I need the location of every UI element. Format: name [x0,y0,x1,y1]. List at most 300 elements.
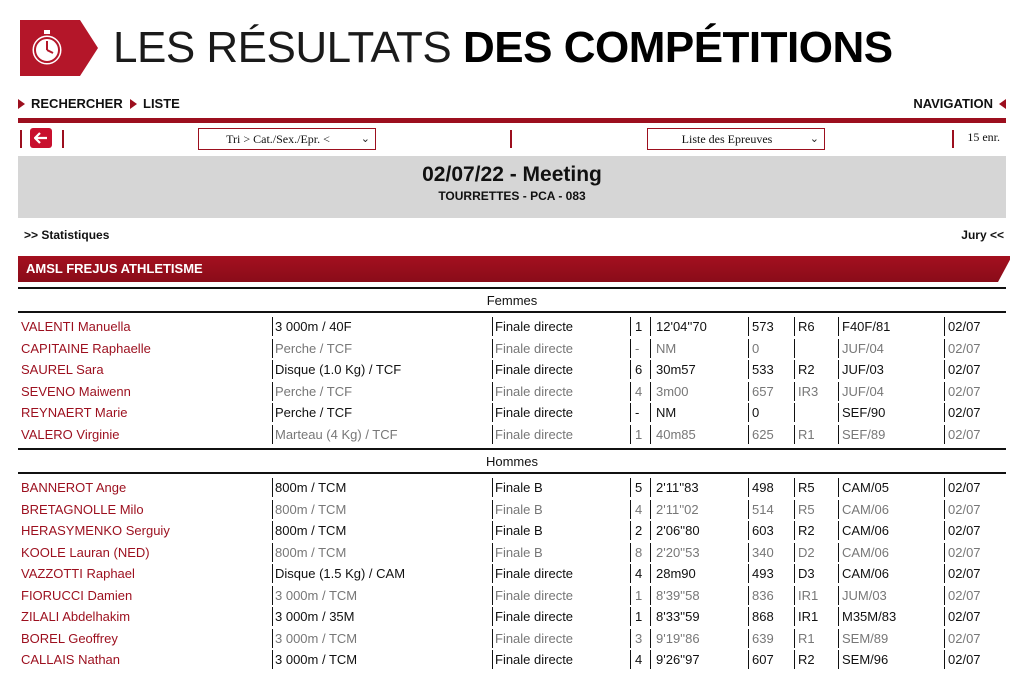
cell-level: IR1 [798,609,819,624]
page-title-bold: DES COMPÉTITIONS [463,23,893,72]
cell-cat: CAM/06 [842,544,889,560]
cell-cat: SEM/96 [842,652,889,667]
column-divider [944,564,945,583]
column-divider [650,521,651,540]
column-divider [944,650,945,669]
column-divider [794,500,795,519]
column-divider [630,500,631,519]
column-divider [492,500,493,519]
links-row [24,228,1004,244]
table-row[interactable] [18,424,1006,445]
cell-perf: 9'26''97 [656,652,700,667]
cell-event: 3 000m / TCM [275,587,358,603]
jury-link[interactable]: Jury << [961,228,1004,242]
cell-cat: SEM/89 [842,630,889,646]
triangle-right-icon [130,99,137,109]
cell-perf: 3m00 [656,383,689,399]
table-row[interactable] [18,359,1006,380]
cell-event: 800m / TCM [275,480,347,495]
cell-pts: 607 [752,652,774,667]
column-divider [650,543,651,562]
chevron-down-icon: ⌄ [360,132,370,145]
meeting-location: TOURRETTES - PCA - 083 [438,189,586,203]
table-row[interactable] [18,520,1006,541]
cell-round: Finale B [495,544,543,560]
search-link-label: RECHERCHER [31,96,123,111]
column-divider [650,564,651,583]
cell-name[interactable]: ZILALI Abdelhakim [21,609,131,624]
cell-name[interactable]: BOREL Geoffrey [21,630,118,646]
cell-pts: 868 [752,609,774,624]
column-divider [748,564,749,583]
cell-event: 800m / TCM [275,544,347,560]
column-divider [794,425,795,444]
column-divider [492,382,493,401]
column-divider [492,403,493,422]
cell-event: Disque (1.0 Kg) / TCF [275,362,402,377]
column-divider [650,382,651,401]
list-link[interactable] [130,96,180,111]
cell-date: 02/07 [948,340,981,356]
column-divider [944,382,945,401]
cell-date: 02/07 [948,319,981,334]
cell-name[interactable]: BANNEROT Ange [21,480,127,495]
column-divider [838,360,839,379]
column-divider [492,650,493,669]
cell-round: Finale directe [495,566,574,581]
column-divider [748,607,749,626]
column-divider [838,478,839,497]
cell-perf: 8'33''59 [656,609,700,624]
column-divider [748,360,749,379]
column-divider [794,650,795,669]
column-divider [838,317,839,336]
column-divider [492,629,493,648]
column-divider [748,543,749,562]
column-divider [944,360,945,379]
column-divider [794,478,795,497]
cell-event: 800m / TCM [275,523,347,538]
cell-round: Finale B [495,523,543,538]
cell-perf: 30m57 [656,362,696,377]
cell-pts: 0 [752,340,760,356]
cell-level: R2 [798,652,815,667]
column-divider [650,317,651,336]
toolbar [18,126,1006,152]
cell-pts: 493 [752,566,774,581]
column-divider [492,360,493,379]
table-row[interactable] [18,402,1006,423]
cell-cat: JUF/04 [842,383,884,399]
table-row[interactable] [18,585,1006,606]
cell-place: 2 [635,523,643,538]
cell-pts: 533 [752,362,774,377]
cell-date: 02/07 [948,523,981,538]
cell-name[interactable]: VAZZOTTI Raphael [21,566,135,581]
column-divider [794,607,795,626]
column-divider [838,500,839,519]
cell-date: 02/07 [948,480,981,495]
cell-event: Marteau (4 Kg) / TCF [275,426,398,442]
page-title-light: LES RÉSULTATS [113,23,452,72]
cell-date: 02/07 [948,609,981,624]
column-divider [492,564,493,583]
column-divider [630,607,631,626]
cell-cat: F40F/81 [842,319,891,334]
column-divider [748,521,749,540]
cell-name[interactable]: REYNAERT Marie [21,405,128,420]
column-divider [650,607,651,626]
cell-cat: JUF/04 [842,340,884,356]
column-divider [272,403,273,422]
divider [62,130,64,148]
cell-date: 02/07 [948,362,981,377]
table-row[interactable] [18,316,1006,337]
cell-perf: NM [656,340,677,356]
table-row[interactable] [18,628,1006,649]
cell-event: 3 000m / 40F [275,319,352,334]
column-divider [272,629,273,648]
cell-cat: CAM/06 [842,523,889,538]
column-divider [748,339,749,358]
table-row[interactable] [18,477,1006,498]
triangle-right-icon [18,99,25,109]
cell-name[interactable]: KOOLE Lauran (NED) [21,544,150,560]
cell-date: 02/07 [948,630,981,646]
cell-event: Disque (1.5 Kg) / CAM [275,566,406,581]
column-divider [650,586,651,605]
column-divider [630,629,631,648]
cell-round: Finale directe [495,405,574,420]
cell-event: Perche / TCF [275,405,353,420]
group-header: Femmes [18,287,1006,313]
column-divider [838,629,839,648]
cell-date: 02/07 [948,383,981,399]
cell-name[interactable]: SAUREL Sara [21,362,104,377]
column-divider [838,382,839,401]
column-divider [838,650,839,669]
meeting-banner [18,156,1006,218]
cell-pts: 603 [752,523,774,538]
cell-place: 4 [635,652,643,667]
cell-place: 1 [635,426,643,442]
cell-name[interactable]: CALLAIS Nathan [21,652,121,667]
column-divider [794,564,795,583]
cell-name[interactable]: HERASYMENKO Serguiy [21,523,170,538]
column-divider [492,478,493,497]
cell-round: Finale B [495,480,543,495]
column-divider [272,478,273,497]
column-divider [838,339,839,358]
column-divider [748,425,749,444]
column-divider [272,521,273,540]
cell-perf: 2'11''83 [656,480,699,495]
column-divider [630,543,631,562]
column-divider [650,650,651,669]
column-divider [794,629,795,648]
cell-place: 4 [635,501,643,517]
cell-pts: 0 [752,405,760,420]
column-divider [492,339,493,358]
cell-level: R1 [798,426,815,442]
cell-round: Finale directe [495,383,574,399]
column-divider [492,521,493,540]
cell-name[interactable]: SEVENO Maiwenn [21,383,131,399]
column-divider [838,521,839,540]
column-divider [748,403,749,422]
cell-round: Finale directe [495,340,574,356]
cell-perf: 2'11''02 [656,501,699,517]
column-divider [748,650,749,669]
cell-round: Finale directe [495,319,574,334]
cell-place: 8 [635,544,643,560]
navigation-link[interactable] [913,96,1006,111]
table-row[interactable] [18,649,1006,670]
record-count: 15 enr. [967,130,1000,144]
table-row[interactable] [18,338,1006,359]
column-divider [944,586,945,605]
column-divider [794,360,795,379]
cell-name[interactable]: VALENTI Manuella [21,319,131,334]
column-divider [944,317,945,336]
column-divider [794,586,795,605]
page-header [0,0,1024,92]
sort-select-value: Tri > Cat./Sex./Epr. < [226,131,330,146]
column-divider [794,543,795,562]
cell-level: R6 [798,319,815,334]
cell-level: D2 [798,544,815,560]
cell-event: Perche / TCF [275,340,353,356]
cell-place: 1 [635,319,643,334]
column-divider [748,478,749,497]
table-row[interactable] [18,381,1006,402]
cell-pts: 498 [752,480,774,495]
cell-level: IR3 [798,383,819,399]
column-divider [838,425,839,444]
column-divider [272,425,273,444]
column-divider [944,629,945,648]
column-divider [748,500,749,519]
cell-date: 02/07 [948,587,981,603]
column-divider [944,425,945,444]
column-divider [492,425,493,444]
cell-event: 3 000m / 35M [275,609,355,624]
column-divider [838,586,839,605]
arrow-left-icon [34,132,48,144]
cell-level: R1 [798,630,815,646]
cell-name[interactable]: VALERO Virginie [21,426,120,442]
column-divider [650,360,651,379]
table-row[interactable] [18,606,1006,627]
cell-level: R5 [798,480,815,495]
divider [510,130,512,148]
cell-place: 1 [635,587,643,603]
cell-perf: 9'19''86 [656,630,700,646]
column-divider [630,586,631,605]
statistics-link[interactable]: >> Statistiques [24,228,110,242]
sort-select[interactable] [198,128,376,150]
navigation-link-label: NAVIGATION [913,96,993,111]
table-row[interactable] [18,542,1006,563]
top-nav [18,96,1006,114]
column-divider [794,317,795,336]
cell-pts: 573 [752,319,774,334]
cell-event: 3 000m / TCM [275,652,358,667]
meeting-title: 02/07/22 - Meeting [422,163,602,186]
column-divider [272,564,273,583]
events-select-value: Liste des Epreuves [681,131,773,146]
column-divider [630,339,631,358]
cell-level: R2 [798,362,815,377]
cell-round: Finale directe [495,362,574,377]
column-divider [838,543,839,562]
column-divider [944,543,945,562]
cell-name[interactable]: CAPITAINE Raphaelle [21,340,151,356]
table-row[interactable] [18,563,1006,584]
cell-pts: 340 [752,544,774,560]
column-divider [492,607,493,626]
chevron-down-icon: ⌄ [809,132,819,145]
back-button[interactable] [30,128,52,148]
cell-perf: NM [656,405,677,420]
page-title [113,22,893,74]
divider [18,118,1006,123]
column-divider [944,403,945,422]
cell-name[interactable]: FIORUCCI Damien [21,587,133,603]
cell-cat: SEF/89 [842,426,886,442]
column-divider [272,650,273,669]
cell-level: IR1 [798,587,819,603]
cell-date: 02/07 [948,501,981,517]
cell-round: Finale directe [495,426,574,442]
cell-cat: SEF/90 [842,405,886,420]
column-divider [272,317,273,336]
cell-level: D3 [798,566,815,581]
cell-round: Finale directe [495,652,574,667]
column-divider [272,339,273,358]
column-divider [748,629,749,648]
column-divider [838,564,839,583]
cell-cat: JUM/03 [842,587,887,603]
stopwatch-icon [20,20,98,76]
cell-place: 6 [635,362,643,377]
column-divider [838,403,839,422]
column-divider [630,478,631,497]
column-divider [650,629,651,648]
column-divider [630,317,631,336]
cell-cat: CAM/06 [842,566,889,581]
column-divider [650,478,651,497]
column-divider [492,317,493,336]
column-divider [794,403,795,422]
cell-cat: CAM/06 [842,501,889,517]
column-divider [650,339,651,358]
column-divider [272,586,273,605]
table-row[interactable] [18,499,1006,520]
cell-round: Finale directe [495,587,574,603]
cell-pts: 639 [752,630,774,646]
cell-cat: JUF/03 [842,362,884,377]
cell-perf: 2'20''53 [656,544,700,560]
cell-perf: 2'06''80 [656,523,700,538]
column-divider [272,382,273,401]
column-divider [794,521,795,540]
column-divider [748,382,749,401]
cell-event: 800m / TCM [275,501,347,517]
cell-place: 3 [635,630,643,646]
column-divider [630,564,631,583]
cell-perf: 12'04''70 [656,319,707,334]
cell-place: 4 [635,566,643,581]
cell-name[interactable]: BRETAGNOLLE Milo [21,501,144,517]
events-select[interactable] [647,128,825,150]
column-divider [794,382,795,401]
column-divider [944,500,945,519]
column-divider [748,586,749,605]
cell-event: 3 000m / TCM [275,630,358,646]
cell-level: R5 [798,501,815,517]
column-divider [272,607,273,626]
column-divider [748,317,749,336]
cell-cat: M35M/83 [842,609,897,624]
cell-pts: 514 [752,501,774,517]
column-divider [492,586,493,605]
cell-perf: 40m85 [656,426,696,442]
column-divider [272,500,273,519]
cell-date: 02/07 [948,405,981,420]
list-link-label: LISTE [143,96,180,111]
cell-round: Finale directe [495,630,574,646]
cell-place: 4 [635,383,643,399]
column-divider [630,382,631,401]
column-divider [630,403,631,422]
column-divider [838,607,839,626]
cell-date: 02/07 [948,544,981,560]
cell-place: - [635,405,640,420]
column-divider [650,403,651,422]
column-divider [650,425,651,444]
column-divider [272,543,273,562]
cell-pts: 625 [752,426,774,442]
divider [952,130,954,148]
cell-event: Perche / TCF [275,383,353,399]
column-divider [944,478,945,497]
column-divider [650,500,651,519]
cell-place: 1 [635,609,643,624]
club-header: AMSL FREJUS ATHLETISME [18,256,1010,282]
cell-place: 5 [635,480,643,495]
group-header: Hommes [18,448,1006,474]
cell-cat: CAM/05 [842,480,889,495]
divider [20,130,22,148]
cell-pts: 836 [752,587,774,603]
cell-perf: 8'39''58 [656,587,700,603]
cell-pts: 657 [752,383,774,399]
search-link[interactable] [18,96,123,111]
cell-level: R2 [798,523,815,538]
cell-perf: 28m90 [656,566,696,581]
cell-date: 02/07 [948,426,981,442]
triangle-left-icon [999,99,1006,109]
column-divider [944,521,945,540]
cell-round: Finale directe [495,609,574,624]
cell-date: 02/07 [948,652,981,667]
column-divider [944,339,945,358]
column-divider [630,650,631,669]
column-divider [630,521,631,540]
column-divider [630,425,631,444]
cell-place: - [635,340,640,356]
